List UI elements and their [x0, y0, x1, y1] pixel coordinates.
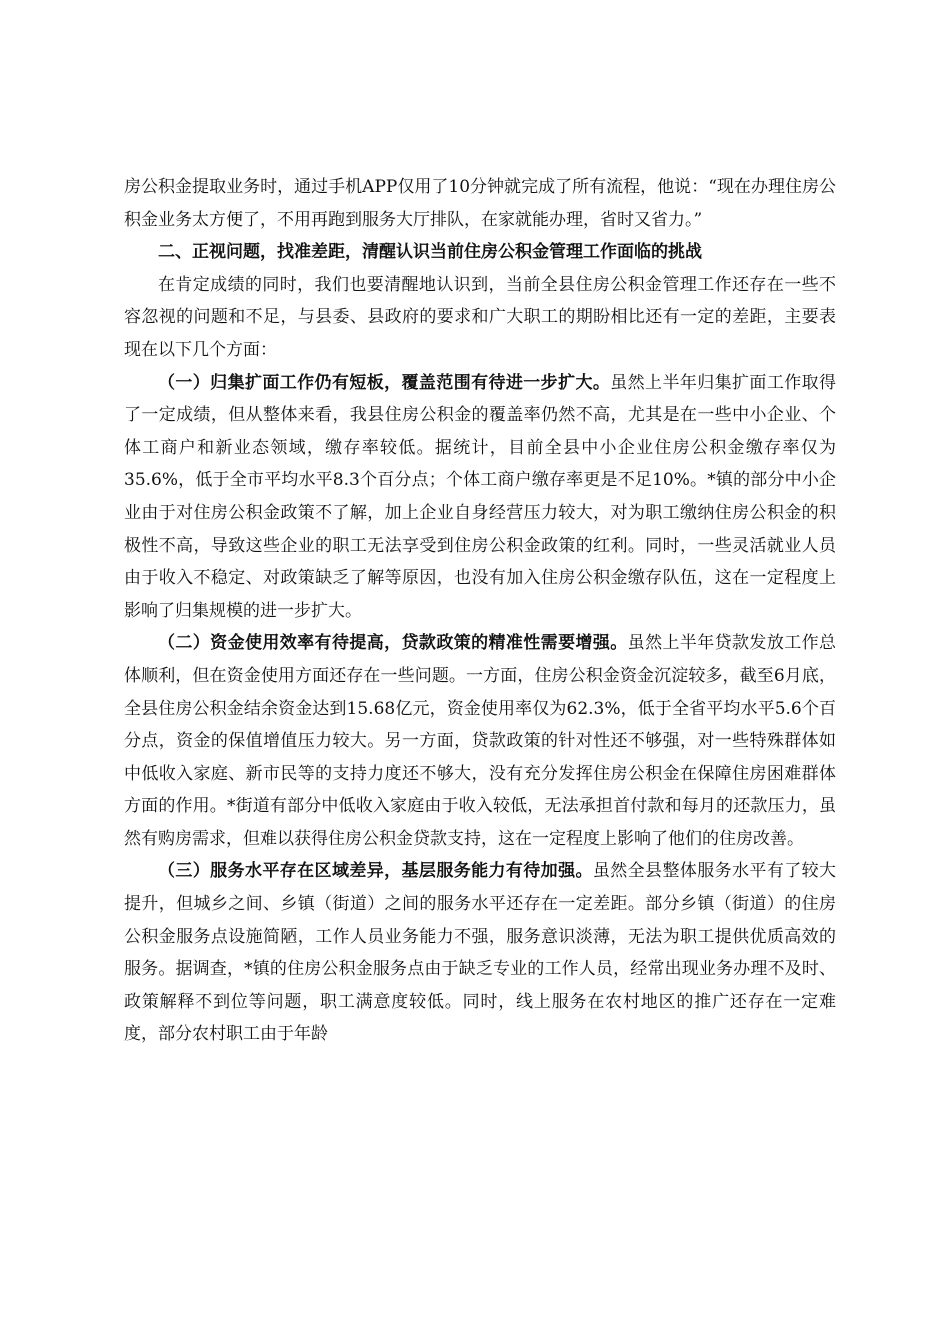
paragraph-body: 虽然上半年贷款发放工作总体顺利，但在资金使用方面还存在一些问题。一方面，住房公积金资金沉淀较多，截至6月底，全县住房公积金结余资金达到15.68亿元，资金使用率仅为62.3%，低于全省平均水平5.6个百分点，资金的保值增值压力较大。另一方面，贷款政策的针对性还不够强，对一些特殊群体如中低收入家庭、新市民等的支持力度还不够大，没有充分发挥住房公积金在保障住房困难群体方面的作用。*街道有部分中低收入家庭由于收入较低，无法承担首付款和每月的还款压力，虽然有购房需求，但难以获得住房公积金贷款支持，这在一定程度上影响了他们的住房改善。	[124, 633, 837, 849]
paragraph-lead: （二）资金使用效率有待提高，贷款政策的精准性需要增强。	[158, 633, 628, 654]
document-page	[124, 171, 836, 1051]
paragraph-lead: （一）归集扩面工作仍有短板，覆盖范围有待进一步扩大。	[158, 372, 611, 393]
paragraph-item-2	[124, 627, 836, 855]
paragraph-item-1	[124, 367, 836, 628]
paragraph-intro: 在肯定成绩的同时，我们也要清醒地认识到，当前全县住房公积金管理工作还存在一些不容忽视的问题和不足，与县委、县政府的要求和广大职工的期盼相比还有一定的差距，主要表现在以下几个方面：	[124, 274, 836, 360]
section-heading: 二、正视问题，找准差距，清醒认识当前住房公积金管理工作面临的挑战	[158, 242, 702, 263]
paragraph-item-3	[124, 855, 836, 1051]
paragraph-lead: （三）服务水平存在区域差异，基层服务能力有待加强。	[158, 861, 593, 882]
paragraph-continuation: 房公积金提取业务时，通过手机APP仅用了10分钟就完成了所有流程，他说：“现在办理住房公积金业务太方便了，不用再跑到服务大厅排队，在家就能办理，省时又省力。”	[124, 177, 836, 230]
paragraph-body: 虽然上半年归集扩面工作取得了一定成绩，但从整体来看，我县住房公积金的覆盖率仍然不高，尤其是在一些中小企业、个体工商户和新业态领域，缴存率较低。据统计，目前全县中小企业住房公积金缴存率仅为35.6%，低于全市平均水平8.3个百分点；个体工商户缴存率更是不足10%。*镇的部分中小企业由于对住房公积金政策不了解，加上企业自身经营压力较大，对为职工缴纳住房公积金的积极性不高，导致这些企业的职工无法享受到住房公积金政策的红利。同时，一些灵活就业人员由于收入不稳定、对政策缺乏了解等原因，也没有加入住房公积金缴存队伍，这在一定程度上影响了归集规模的进一步扩大。	[124, 372, 837, 621]
paragraph-body: 虽然全县整体服务水平有了较大提升，但城乡之间、乡镇（街道）之间的服务水平还存在一定差距。部分乡镇（街道）的住房公积金服务点设施简陋，工作人员业务能力不强，服务意识淡薄，无法为职工提供优质高效的服务。据调查，*镇的住房公积金服务点由于缺乏专业的工作人员，经常出现业务办理不及时、政策解释不到位等问题，职工满意度较低。同时，线上服务在农村地区的推广还存在一定难度，部分农村职工由于年龄	[124, 861, 837, 1045]
